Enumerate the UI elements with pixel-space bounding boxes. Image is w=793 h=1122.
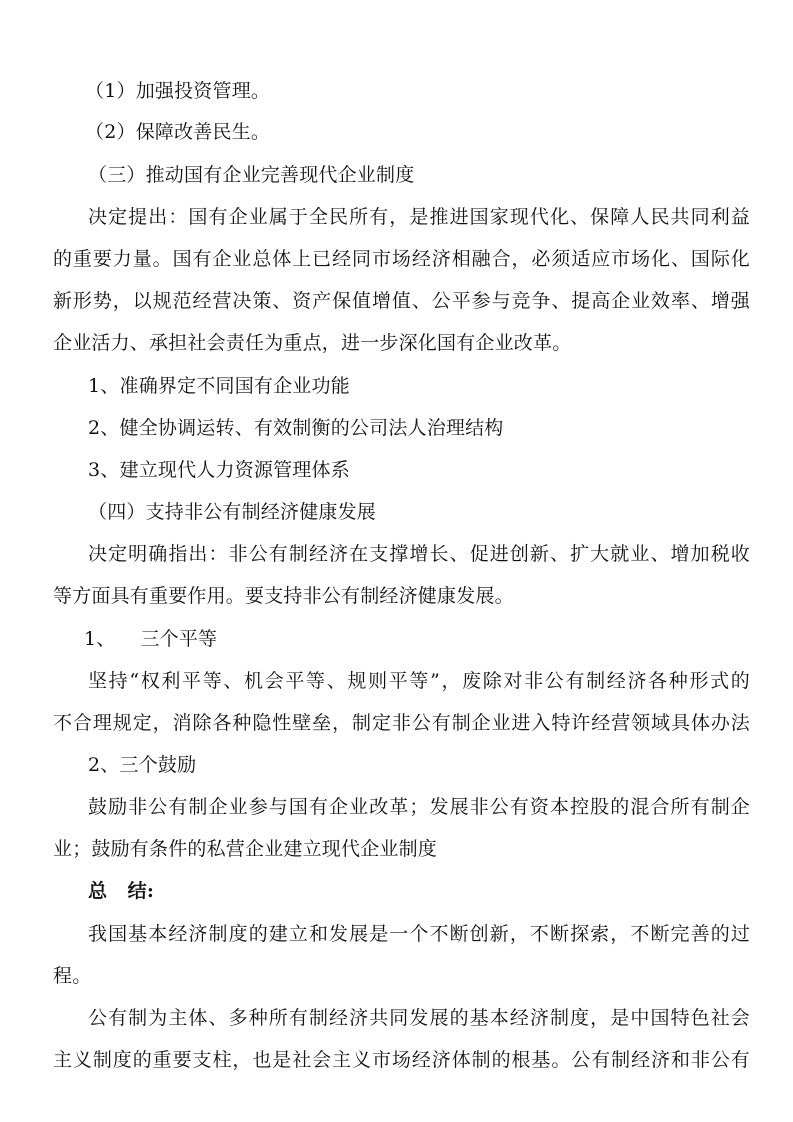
subsection-2-paragraph-line-2: 业；鼓励有条件的私营企业建立现代企业制度 [53, 838, 438, 860]
summary-paragraph-1-line-2: 程。 [53, 965, 92, 987]
subsection-2-heading: 2、三个鼓励 [88, 754, 197, 776]
section-3-point-1: 1、准确界定不同国有企业功能 [88, 375, 350, 397]
summary-paragraph-2-line-1: 公有制为主体、多种所有制经济共同发展的基本经济制度，是中国特色社会 [88, 1007, 750, 1029]
section-4-paragraph-line-1: 决定明确指出：非公有制经济在支撑增长、促进创新、扩大就业、增加税收 [88, 543, 750, 565]
list-item-1: （1）加强投资管理。 [85, 80, 271, 102]
section-3-point-3: 3、建立现代人力资源管理体系 [88, 459, 350, 481]
section-4-paragraph-line-2: 等方面具有重要作用。要支持非公有制经济健康发展。 [53, 585, 514, 607]
subsection-2-paragraph-line-1: 鼓励非公有制企业参与国有企业改革；发展非公有资本控股的混合所有制企 [88, 796, 750, 818]
subsection-1-heading: 1、 三个平等 [84, 628, 218, 650]
section-3-point-2: 2、健全协调运转、有效制衡的公司法人治理结构 [88, 417, 504, 439]
section-3-paragraph-line-2: 的重要力量。国有企业总体上已经同市场经济相融合，必须适应市场化、国际化 [53, 248, 750, 270]
summary-heading: 总 结: [88, 880, 155, 902]
section-3-paragraph-line-4: 企业活力、承担社会责任为重点，进一步深化国有企业改革。 [53, 332, 572, 354]
section-4-heading: （四）支持非公有制经济健康发展 [88, 501, 377, 523]
subsection-1-paragraph-line-1: 坚持“权利平等、机会平等、规则平等”，废除对非公有制经济各种形式的 [88, 670, 750, 692]
section-3-heading: （三）推动国有企业完善现代企业制度 [88, 164, 415, 186]
summary-paragraph-1-line-1: 我国基本经济制度的建立和发展是一个不断创新，不断探索，不断完善的过 [88, 923, 750, 945]
list-item-2: （2）保障改善民生。 [85, 121, 271, 143]
section-3-paragraph-line-1: 决定提出：国有企业属于全民所有，是推进国家现代化、保障人民共同利益 [88, 206, 750, 228]
section-3-paragraph-line-3: 新形势，以规范经营决策、资产保值增值、公平参与竞争、提高企业效率、增强 [53, 290, 750, 312]
summary-paragraph-2-line-2: 主义制度的重要支柱，也是社会主义市场经济体制的根基。公有制经济和非公有 [53, 1049, 750, 1071]
subsection-1-paragraph-line-2: 不合理规定，消除各种隐性壁垒，制定非公有制企业进入特许经营领域具体办法 [53, 712, 750, 734]
